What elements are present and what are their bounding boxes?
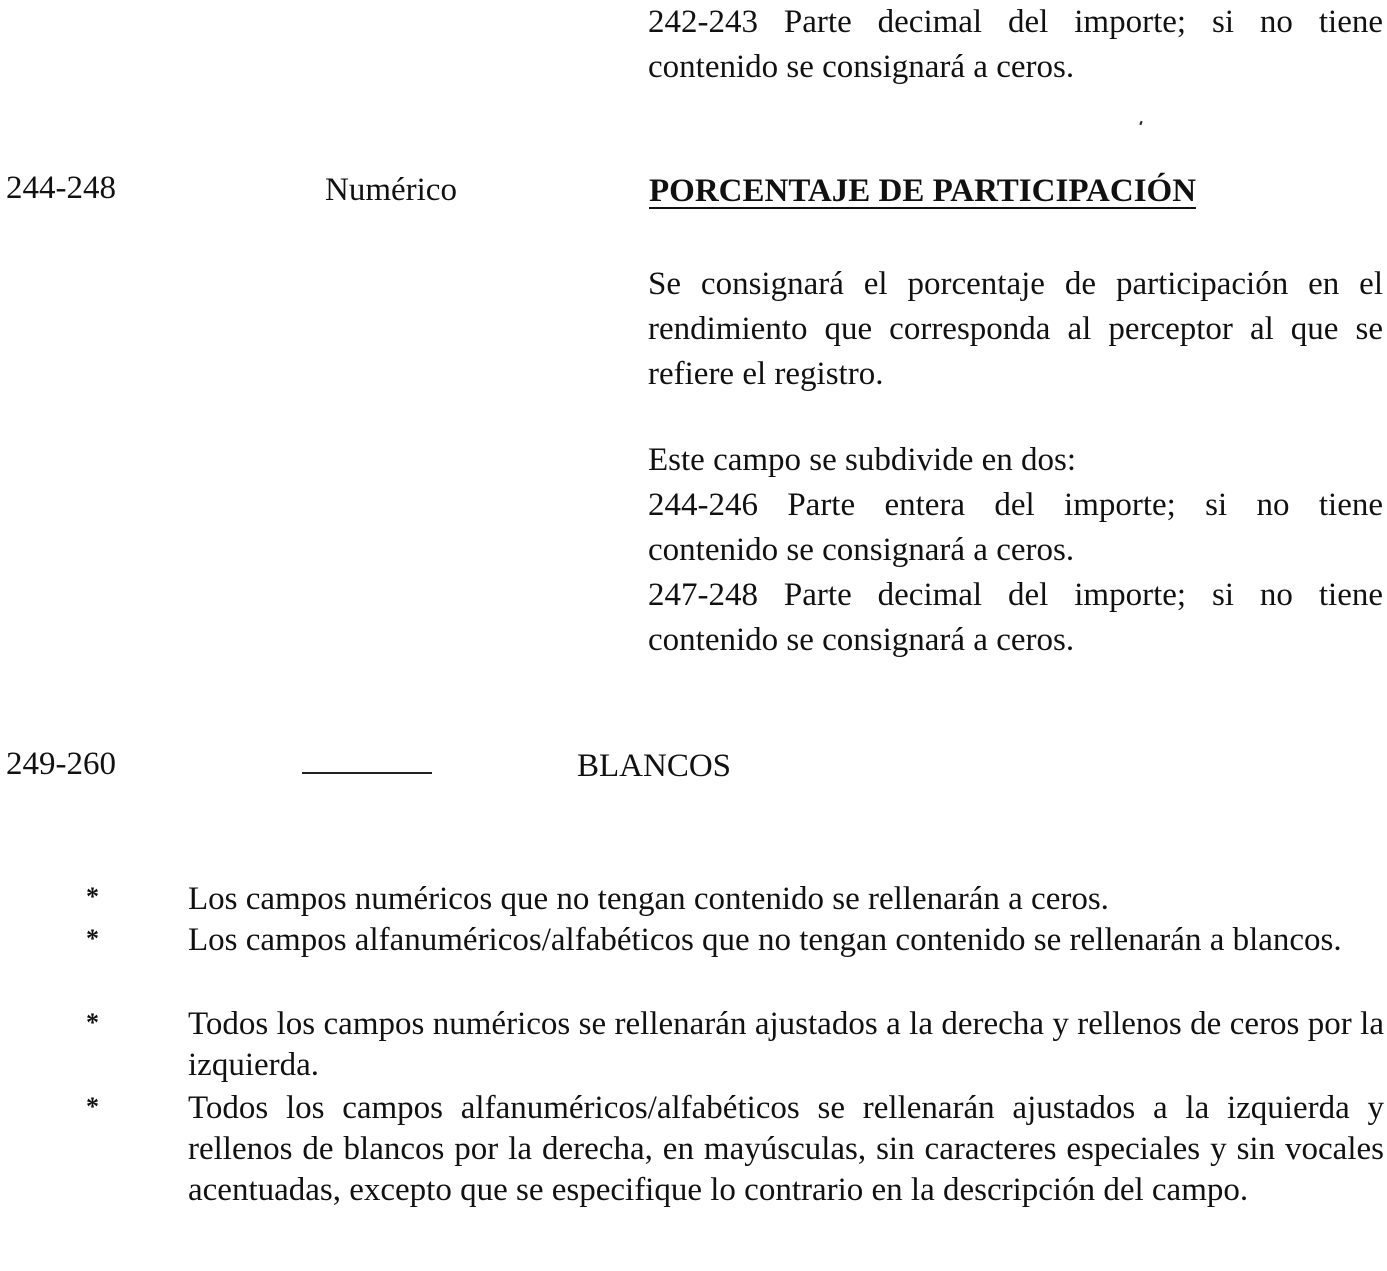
field-description [648, 262, 1383, 397]
top-line-1: 242-243 Parte decimal del importe; si no tiene [648, 4, 1383, 40]
note-item-1 [188, 879, 1384, 920]
blank-field-title: BLANCOS [577, 748, 732, 784]
subdivision-2-line-1: 247-248 Parte decimal del importe; si no tiene [648, 577, 1383, 613]
subdivision-1-line-1: 244-246 Parte entera del importe; si no tiene [648, 487, 1383, 523]
dash-rule [302, 772, 432, 774]
description-line-2: rendimiento que corresponda al perceptor al que se [648, 311, 1383, 347]
scan-speck [1139, 121, 1142, 125]
description-line-1: Se consignará el porcentaje de participación en el [648, 266, 1383, 302]
note-bullet-1: * [86, 882, 99, 911]
subdivision-1-line-2: contenido se consignará a ceros. [648, 532, 1075, 568]
note-1-text: Los campos numéricos que no tengan contenido se rellenarán a ceros. [188, 881, 1109, 917]
blank-field-type [302, 742, 432, 787]
blank-field-type-text [302, 746, 412, 782]
description-line-3: refiere el registro. [648, 356, 884, 392]
field-position: 244-248 [6, 170, 116, 206]
note-bullet-2: * [86, 924, 99, 953]
subdivision-2-line-2: contenido se consignará a ceros. [648, 622, 1075, 658]
note-bullet-3: * [86, 1008, 99, 1037]
field-type: Numérico [325, 172, 457, 208]
top-line-2: contenido se consignará a ceros. [648, 49, 1075, 85]
blank-field-position: 249-260 [6, 746, 116, 782]
field-subdivision [648, 438, 1383, 663]
note-item-4: Todos los campos alfanuméricos/alfabéticos se rellenarán ajustados a la izquierda y rellenos de blancos por la derecha, en mayúsculas, sin caracteres especiales y sin vocales acentuadas, excepto que se especifique lo contrario en la descripción del campo. [188, 1090, 1384, 1208]
subdivision-intro: Este campo se subdivide en dos: [648, 442, 1077, 478]
field-title: PORCENTAJE DE PARTICIPACIÓN [649, 173, 1197, 209]
note-item-3: Todos los campos numéricos se rellenarán ajustados a la derecha y rellenos de ceros por la izquierda. [188, 1006, 1384, 1083]
note-bullet-4: * [86, 1092, 99, 1121]
top-continuation-block [648, 0, 1383, 90]
note-item-2: Los campos alfanuméricos/alfabéticos que no tengan contenido se rellenarán a blancos. [188, 922, 1342, 958]
